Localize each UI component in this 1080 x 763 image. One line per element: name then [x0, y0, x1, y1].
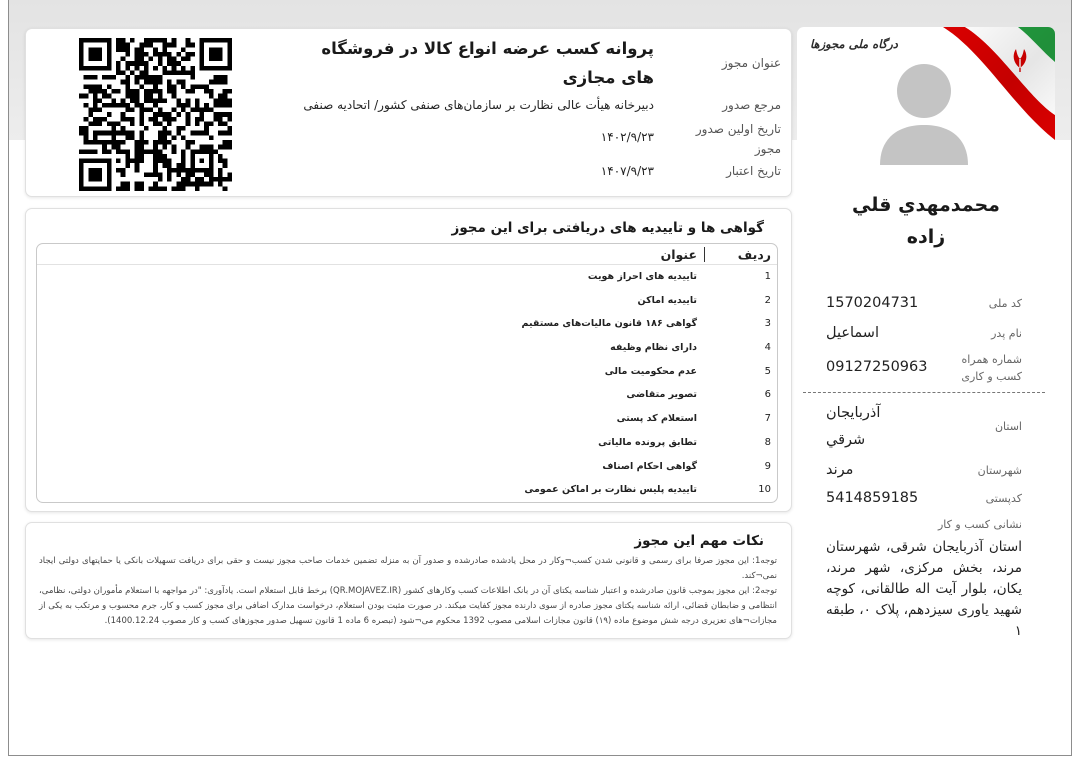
- row-title: دارای نظام وظیفه: [610, 342, 697, 354]
- issuer-label: مرجع صدور: [722, 98, 781, 112]
- table-row: [37, 407, 777, 431]
- portal-logo: درگاه ملی مجوزها: [810, 37, 898, 51]
- row-title: تاییدیه اماکن: [637, 294, 697, 306]
- province-value: آذربایجان شرقي: [826, 404, 881, 448]
- row-title: تاییدیه های احراز هویت: [587, 271, 697, 282]
- city-value: مرند: [826, 461, 854, 478]
- certificates-heading: گواهی ها و تاییدیه های دریافتی برای این مجوز: [451, 220, 764, 236]
- certificates-card: [25, 208, 792, 512]
- row-title: گواهی احکام اصناف: [602, 460, 697, 472]
- row-title: استعلام کد پستی: [616, 413, 697, 425]
- table-header: [37, 244, 777, 265]
- row-index: 9: [764, 460, 771, 472]
- first-issue-label: تاریخ اولین صدور مجوز: [695, 122, 781, 156]
- qr-code: [79, 38, 232, 191]
- row-index: 5: [764, 365, 771, 377]
- business-address-label: نشانی کسب و کار: [937, 517, 1022, 531]
- section-divider: [803, 392, 1045, 393]
- business-address-value: استان آذربایجان شرقی، شهرستان مرند، بخش مرکزی، شهر مرند، یکان، بلوار آیت اله طالقانی، کوچه شهید یاوری سیزدهم، پلاک ۰، طبقه ۱: [826, 539, 1022, 639]
- table-row: [37, 265, 777, 289]
- issuer-value: دبیرخانه هیأت عالی نظارت بر سازمان‌های صنفی کشور/ اتحادیه صنفی: [303, 98, 654, 112]
- license-title-label: عنوان مجوز: [721, 56, 781, 70]
- table-row: [37, 360, 777, 384]
- license-info-card: [25, 28, 792, 197]
- business-mobile-label: شماره همراه کسب و کاری: [961, 352, 1022, 383]
- notes-card: [25, 522, 792, 639]
- certificates-table: [36, 243, 778, 503]
- license-holder-panel: [797, 27, 1055, 642]
- row-index: 8: [764, 436, 771, 448]
- father-name-value: اسماعیل: [826, 324, 879, 341]
- row-index: 4: [764, 342, 771, 354]
- row-title: تطابق پرونده مالیاتی: [598, 436, 697, 448]
- postal-code-label: کدپستی: [985, 491, 1022, 505]
- row-index: 10: [758, 484, 771, 496]
- validity-label: تاریخ اعتبار: [726, 164, 781, 178]
- national-id-value: 1570204731: [826, 294, 919, 311]
- note-item: توجه1: این مجوز صرفا برای رسمی و قانونی شدن کسب¬وکار در محل یادشده صادرشده و صدور آن به منزله تضمین خدمات صاحب مجوز نیست و حقی برای دریافت تسهیلات بانکی یا حمایتهای دولتی ایجاد نمی¬کند.: [39, 556, 777, 581]
- column-header-title: عنوان: [661, 247, 705, 262]
- table-row: [37, 383, 777, 407]
- table-row: [37, 312, 777, 336]
- row-index: 2: [764, 294, 771, 306]
- table-row: [37, 289, 777, 313]
- province-label: استان: [994, 419, 1022, 433]
- row-index: 1: [764, 271, 771, 282]
- father-name-label: نام پدر: [991, 326, 1022, 340]
- notes-heading: نکات مهم این مجوز: [634, 533, 764, 549]
- postal-code-value: 5414859185: [826, 489, 919, 506]
- first-issue-date: ۱۴۰۲/۹/۲۳: [600, 130, 654, 144]
- city-label: شهرستان: [977, 463, 1022, 477]
- table-row: [37, 431, 777, 455]
- note-item: توجه2: این مجوز بموجب قانون صادرشده و اعتبار شناسه یکتای آن در بانک اطلاعات کسب وکارهای کشور (QR.MOJAVEZ.IR) برخط قابل استعلام است. یادآوری: "در مواجهه با استعلام مأموران دولتی، نظامی، انتظامی و ضابطان قضائی، ارائه شناسه یکتای مجوز صادره از سوی دارنده مجوز کفایت میکند. در صورت مثبت بودن استعلام، درخواست مدارک اضافی برای مجوز کسب و کار، جرم محسوب و مرتکب به یکی از مجازات¬های تعزیری درجه شش موضوع ماده (۱۹) قانون مجازات اسلامی مصوب 1392 محکوم می¬شود (تبصره 6 ماده 1 قانون تسهیل صدور مجوزهای کسب و کار مصوب 1400.12.24).: [39, 586, 777, 626]
- row-index: 6: [764, 389, 771, 401]
- column-header-index: ردیف: [737, 247, 771, 262]
- holder-name: محمدمهدي قلي زاده: [852, 194, 1000, 248]
- table-row: [37, 336, 777, 360]
- row-index: 3: [764, 318, 771, 330]
- validity-date: ۱۴۰۷/۹/۲۳: [600, 164, 654, 178]
- row-index: 7: [764, 413, 771, 425]
- national-id-label: کد ملی: [988, 296, 1022, 310]
- row-title: تاییدیه پلیس نظارت بر اماکن عمومی: [524, 484, 697, 496]
- table-row: [37, 455, 777, 479]
- row-title: تصویر متقاضی: [626, 389, 697, 401]
- user-silhouette-icon: [880, 62, 968, 165]
- business-mobile-value: 09127250963: [826, 358, 928, 375]
- row-title: گواهی ۱۸۶ قانون مالیات‌های مستقیم: [521, 318, 697, 330]
- license-title: پروانه کسب عرضه انواع کالا در فروشگاه های مجازی: [321, 39, 654, 87]
- row-title: عدم محکومیت مالی: [604, 365, 697, 377]
- table-row: [37, 478, 777, 502]
